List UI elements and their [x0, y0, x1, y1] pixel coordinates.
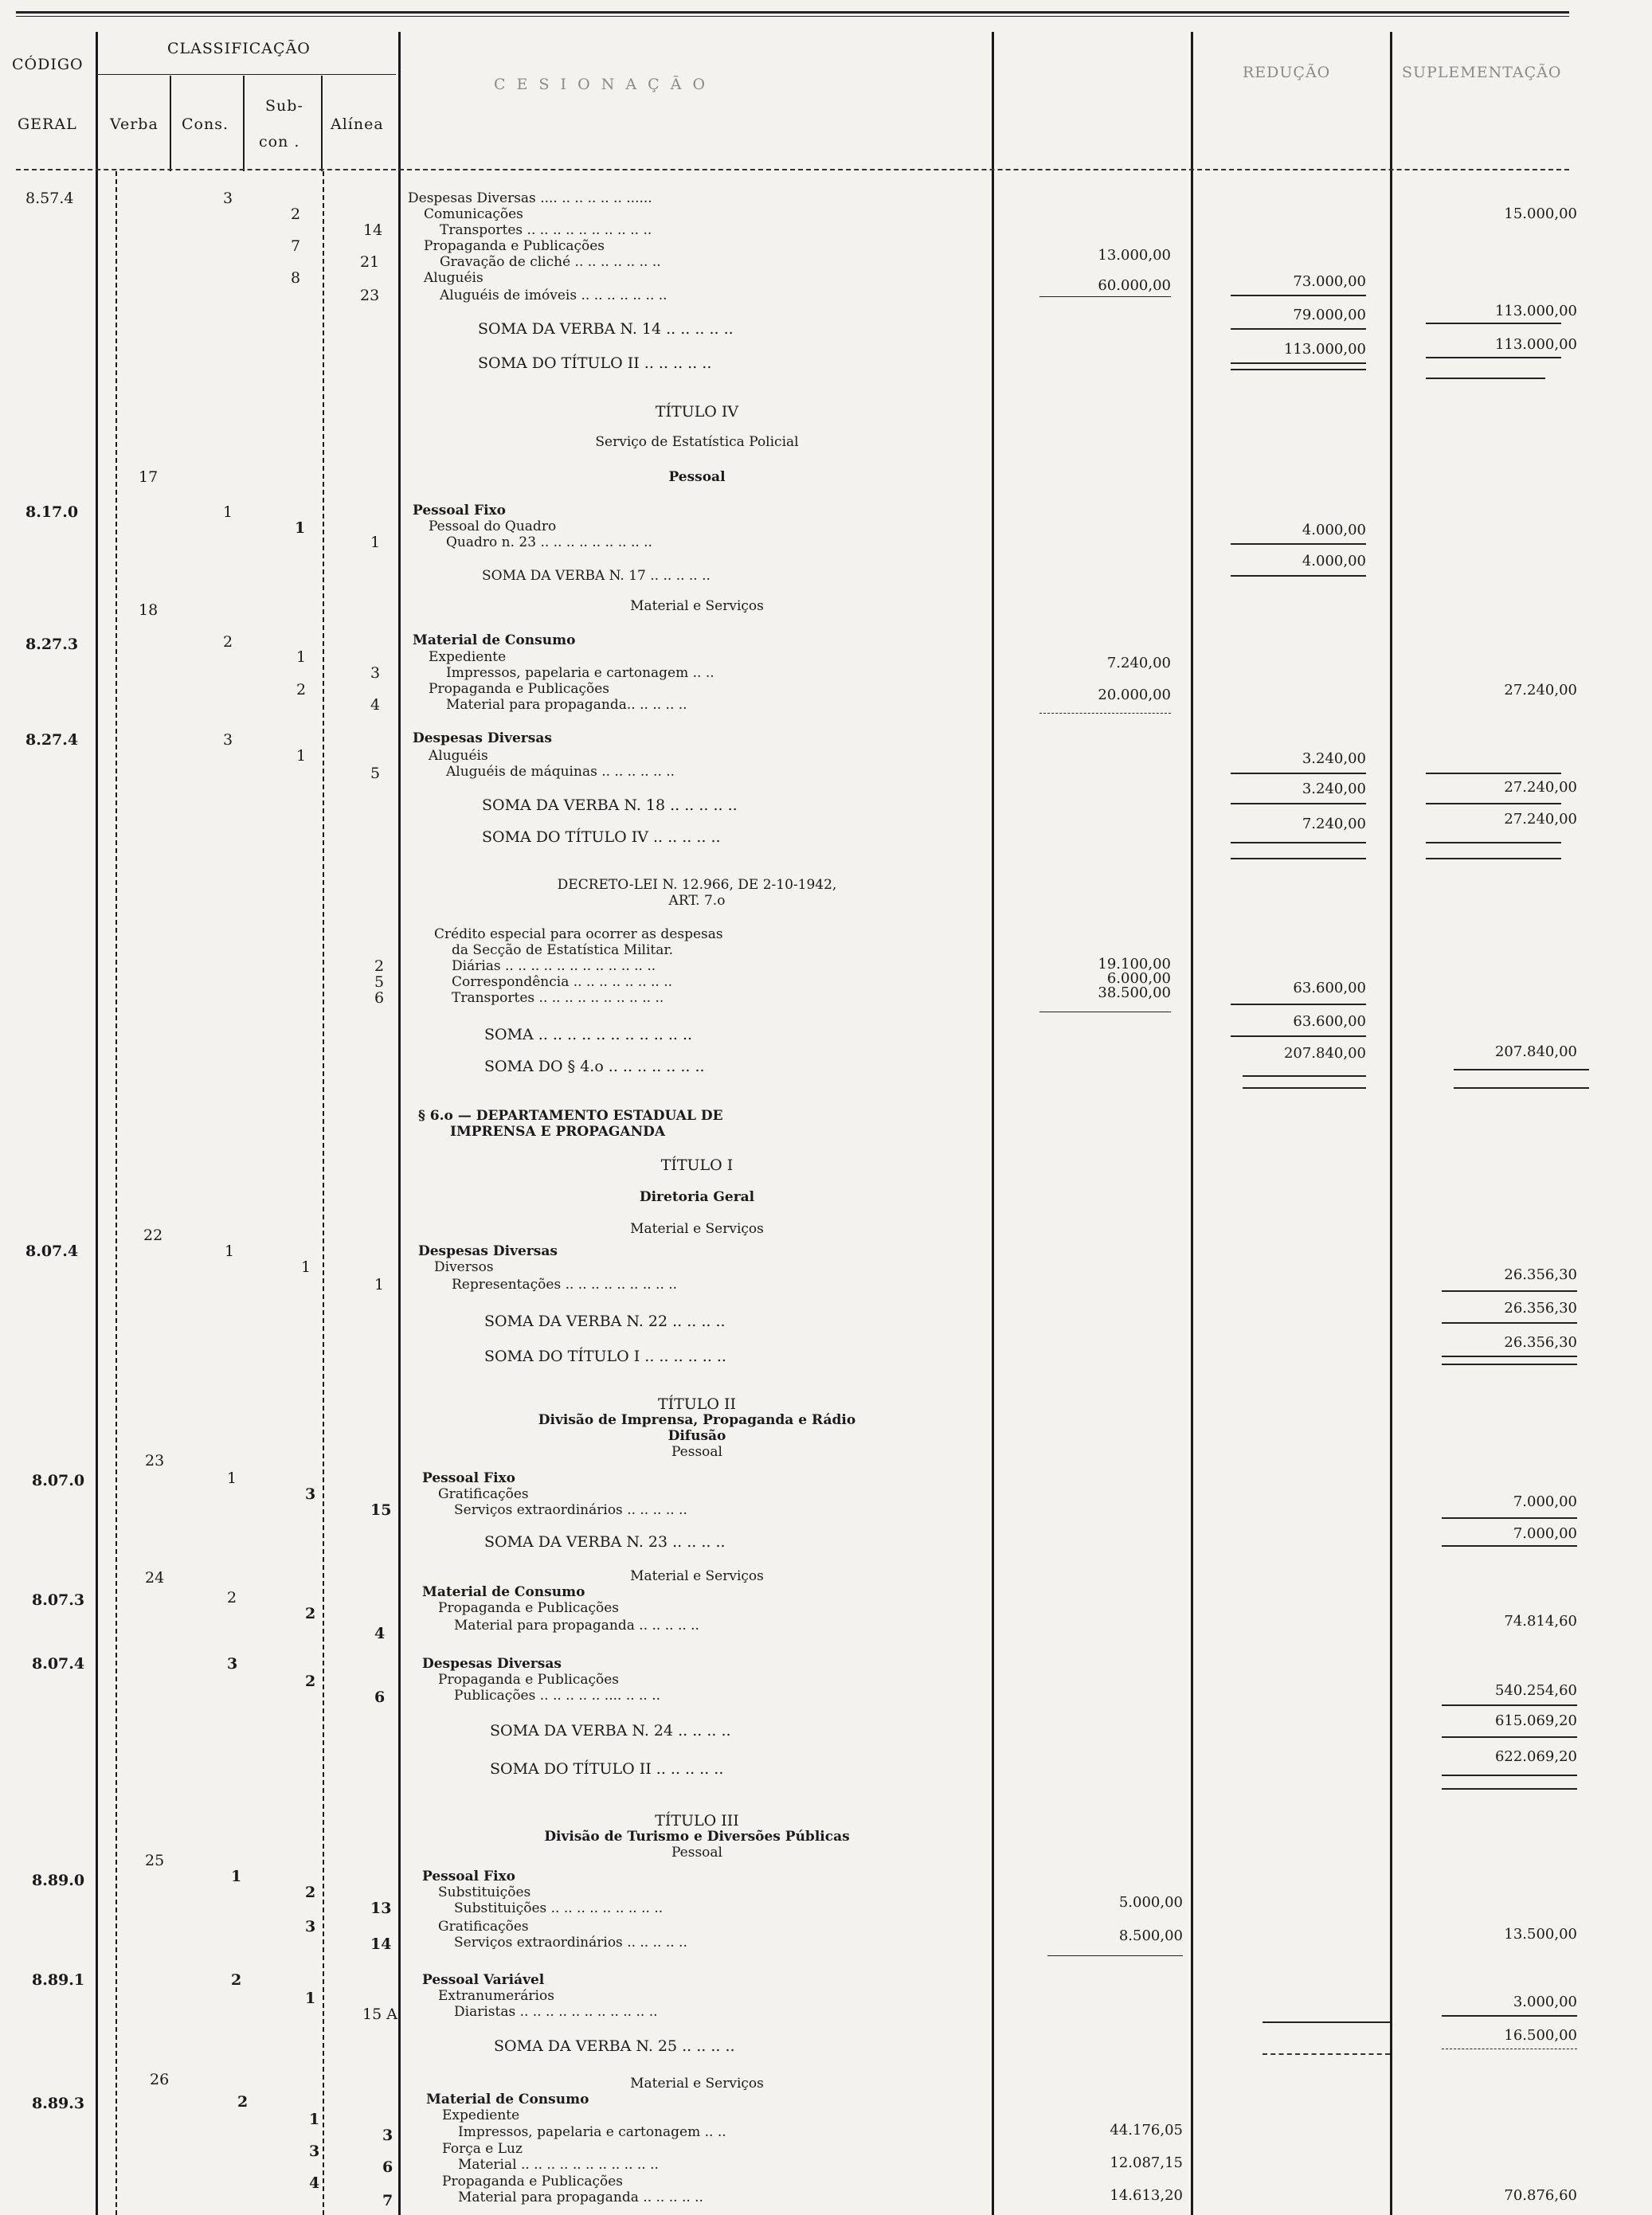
row-alinea: 14: [370, 1935, 392, 1953]
row-desc: Publicações .. .. .. .. .. .... .. .. ..: [454, 1688, 661, 1704]
subtotal-rule: [1231, 543, 1366, 545]
row-reducao: 3.240,00: [1302, 781, 1366, 797]
section-title: TÍTULO I: [660, 1156, 734, 1174]
section-subtitle: Divisão de Imprensa, Propaganda e Rádio: [538, 1412, 856, 1428]
row-desc: Material para propaganda.. .. .. .. ..: [446, 697, 687, 713]
row-sub: 2: [305, 1605, 316, 1622]
col-rule-inner-2: [323, 171, 324, 2215]
row-soma: SOMA DA VERBA N. 24 .. .. .. ..: [490, 1722, 731, 1740]
row-desc: Quadro n. 23 .. .. .. .. .. .. .. .. ..: [446, 534, 652, 550]
row-sub: 1: [296, 747, 307, 765]
row-value-1: 44.176,05: [1110, 2122, 1183, 2139]
subtotal-rule: [1039, 713, 1171, 714]
row-value-1: 20.000,00: [1098, 687, 1171, 703]
row-value-1: 12.087,15: [1110, 2154, 1183, 2171]
row-alinea: 4: [374, 1625, 386, 1642]
col-rule-alinea: [398, 32, 401, 2215]
row-verba: 25: [145, 1852, 165, 1869]
row-alinea: 6: [374, 989, 385, 1007]
top-rule: [16, 11, 1569, 14]
header-geral: GERAL: [18, 115, 77, 133]
row-soma: SOMA DA VERBA N. 18 .. .. .. .. ..: [482, 796, 738, 814]
row-alinea: 23: [360, 287, 380, 304]
header-verba: Verba: [110, 115, 159, 133]
row-suplementacao: 70.876,60: [1504, 2187, 1577, 2204]
row-cons: 1: [231, 1868, 242, 1885]
row-alinea: 1: [370, 534, 381, 551]
row-cons: 1: [225, 1243, 235, 1260]
row-codigo: 8.27.4: [25, 731, 79, 749]
row-cons: 2: [223, 633, 233, 651]
total-rule: [1442, 1788, 1577, 1790]
row-desc: Aluguéis de imóveis .. .. .. .. .. .. ..: [440, 288, 667, 303]
row-sub: 3: [309, 2143, 320, 2160]
section-title: IMPRENSA E PROPAGANDA: [450, 1124, 666, 1140]
subtotal-rule: [1426, 803, 1561, 804]
row-verba: 23: [145, 1452, 165, 1469]
section-title: TÍTULO IV: [655, 403, 739, 421]
row-suplementacao: 3.000,00: [1513, 1994, 1577, 2010]
header-cons: Cons.: [182, 115, 229, 133]
row-codigo: 8.07.3: [32, 1591, 85, 1609]
row-suplementacao: 26.356,30: [1504, 1266, 1577, 1283]
row-cons: 1: [227, 1469, 237, 1487]
subtotal-rule: [1231, 295, 1366, 296]
row-verba: 24: [145, 1569, 165, 1587]
row-alinea: 15 A: [362, 2006, 397, 2023]
row-value-1: 8.500,00: [1118, 1927, 1183, 1944]
row-sub: 2: [291, 205, 301, 223]
row-codigo: 8.07.0: [32, 1472, 85, 1489]
row-reducao: 207.840,00: [1283, 1045, 1366, 1062]
row-codigo: 8.17.0: [25, 503, 79, 521]
row-alinea: 2: [374, 957, 385, 975]
subtotal-rule: [1262, 2021, 1390, 2023]
row-desc: Transportes .. .. .. .. .. .. .. .. .. ..: [452, 990, 664, 1006]
row-soma: SOMA DO TÍTULO II .. .. .. .. ..: [478, 354, 712, 372]
col-rule-cons: [243, 76, 245, 171]
row-codigo: 8.89.3: [32, 2095, 85, 2112]
row-reducao: 3.240,00: [1302, 750, 1366, 767]
row-desc: Material de Consumo: [426, 2092, 589, 2107]
row-cons: 2: [231, 1971, 242, 1989]
row-desc: Propaganda e Publicações: [442, 2174, 624, 2190]
row-suplementacao: 15.000,00: [1504, 205, 1577, 222]
row-alinea: 3: [382, 2127, 393, 2144]
subtotal-rule: [1231, 1035, 1366, 1037]
col-rule-reducao: [1390, 32, 1392, 2215]
col-rule-mid: [1191, 32, 1193, 2215]
row-desc: Propaganda e Publicações: [424, 238, 605, 254]
row-suplementacao: 16.500,00: [1504, 2027, 1577, 2044]
subtotal-rule: [1442, 1322, 1577, 1324]
row-codigo: 8.89.0: [32, 1872, 85, 1889]
subtotal-rule: [1442, 1704, 1577, 1706]
row-suplementacao: 27.240,00: [1504, 811, 1577, 828]
header-discriminacao: C E S I O N A Ç Ã O: [494, 76, 709, 93]
row-alinea: 13: [370, 1900, 392, 1917]
row-desc: Diaristas .. .. .. .. .. .. .. .. .. .. ..: [454, 2004, 658, 2020]
total-rule: [1426, 842, 1561, 843]
row-value-1: 5.000,00: [1118, 1894, 1183, 1911]
total-rule: [1231, 362, 1366, 364]
row-desc: Gravação de cliché .. .. .. .. .. .. ..: [440, 254, 661, 270]
total-rule: [1442, 1364, 1577, 1365]
section-heading: Pessoal: [671, 1845, 722, 1861]
row-value-1: 14.613,20: [1110, 2187, 1183, 2204]
row-reducao: 63.600,00: [1293, 1013, 1366, 1030]
row-alinea: 6: [374, 1689, 386, 1706]
row-alinea: 7: [382, 2192, 393, 2209]
row-soma: SOMA DO TÍTULO I .. .. .. .. .. ..: [484, 1348, 726, 1365]
row-cons: 1: [223, 503, 233, 521]
row-desc: Material para propaganda .. .. .. .. ..: [454, 1618, 699, 1634]
subtotal-rule: [1442, 1545, 1577, 1547]
row-sub: 1: [309, 2111, 320, 2128]
section-title: TÍTULO III: [655, 1812, 739, 1830]
row-codigo: 8.27.3: [25, 636, 79, 653]
row-desc: Pessoal Fixo: [422, 1470, 516, 1486]
total-rule: [1231, 369, 1366, 370]
section-heading: Material e Serviços: [630, 2076, 764, 2092]
row-soma: SOMA DA VERBA N. 25 .. .. .. ..: [494, 2037, 735, 2055]
row-codigo: 8.07.4: [25, 1243, 79, 1260]
subtotal-rule: [1047, 1955, 1183, 1956]
row-suplementacao: 113.000,00: [1494, 303, 1577, 319]
row-sub: 4: [309, 2174, 320, 2192]
row-soma: SOMA .. .. .. .. .. .. .. .. .. .. ..: [484, 1026, 693, 1043]
row-reducao: 4.000,00: [1302, 522, 1366, 538]
header-reducao: REDUÇÃO: [1243, 64, 1331, 81]
section-heading: Diretoria Geral: [639, 1189, 755, 1205]
row-suplementacao: 74.814,60: [1504, 1613, 1577, 1630]
top-rule-2: [16, 16, 1569, 17]
row-alinea: 5: [374, 973, 385, 991]
subtotal-rule: [1262, 2053, 1390, 2055]
subtotal-rule: [1231, 803, 1366, 804]
row-desc: Força e Luz: [442, 2141, 523, 2157]
section-subtitle: Serviço de Estatística Policial: [595, 434, 799, 450]
total-rule: [1426, 858, 1561, 859]
subtotal-rule: [1426, 323, 1561, 324]
total-rule: [1426, 357, 1561, 358]
header-codigo: CÓDIGO: [12, 56, 84, 73]
section-title: TÍTULO II: [657, 1395, 737, 1413]
row-desc: Aluguéis: [429, 748, 488, 764]
subtotal-rule: [1426, 773, 1561, 774]
row-value-1: 19.100,00: [1098, 956, 1171, 972]
col-rule-verba: [170, 76, 171, 171]
section-heading: Material e Serviços: [630, 598, 764, 614]
row-cons: 3: [227, 1655, 238, 1673]
subtotal-rule: [1442, 1517, 1577, 1519]
section-title: DECRETO-LEI N. 12.966, DE 2-10-1942,: [557, 877, 837, 893]
total-rule: [1442, 1775, 1577, 1776]
row-soma: SOMA DO TÍTULO II .. .. .. .. ..: [490, 1760, 724, 1778]
row-value-1: 13.000,00: [1098, 247, 1171, 264]
row-soma: SOMA DO TÍTULO IV .. .. .. .. ..: [482, 828, 721, 846]
row-alinea: 21: [360, 253, 380, 271]
total-rule: [1454, 1069, 1589, 1070]
total-rule: [1231, 858, 1366, 859]
row-desc: Gratificações: [438, 1919, 529, 1935]
row-desc: Transportes .. .. .. .. .. .. .. .. .. ..: [440, 222, 652, 238]
row-suplementacao: 615.069,20: [1494, 1712, 1577, 1729]
row-desc: Substituições .. .. .. .. .. .. .. .. ..: [454, 1900, 664, 1916]
row-desc: Expediente: [442, 2107, 520, 2123]
row-sub: 1: [296, 648, 307, 666]
row-suplementacao: 26.356,30: [1504, 1300, 1577, 1317]
row-value-1: 38.500,00: [1098, 984, 1171, 1001]
row-desc: Serviços extraordinários .. .. .. .. ..: [454, 1502, 687, 1518]
total-rule: [1243, 1075, 1366, 1077]
row-codigo: 8.57.4: [25, 190, 74, 207]
row-alinea: 5: [370, 765, 381, 782]
total-rule: [1442, 1356, 1577, 1357]
row-soma: SOMA DA VERBA N. 23 .. .. .. ..: [484, 1533, 726, 1551]
row-desc: Propaganda e Publicações: [429, 681, 610, 697]
subtotal-rule: [1231, 328, 1366, 330]
section-subtitle: Difusão: [667, 1428, 726, 1444]
col-rule-codigo: [96, 32, 98, 2215]
row-alinea: 1: [374, 1276, 385, 1293]
row-desc: Material de Consumo: [413, 632, 576, 648]
row-desc: Propaganda e Publicações: [438, 1672, 620, 1688]
row-sub: 1: [301, 1258, 311, 1276]
section-heading: Pessoal: [671, 1444, 722, 1460]
row-desc: Despesas Diversas: [413, 730, 552, 746]
row-cons: 3: [223, 190, 233, 207]
row-codigo: 8.89.1: [32, 1971, 85, 1989]
row-desc: Pessoal Fixo: [422, 1869, 516, 1884]
header-alinea: Alínea: [331, 115, 384, 133]
subtotal-rule: [1231, 1004, 1366, 1005]
row-sub: 7: [291, 237, 301, 255]
row-suplementacao: 540.254,60: [1494, 1682, 1577, 1699]
row-suplementacao: 27.240,00: [1504, 682, 1577, 699]
header-subcon-2: con .: [259, 133, 300, 151]
row-soma: SOMA DA VERBA N. 22 .. .. .. ..: [484, 1313, 726, 1330]
row-desc: Correspondência .. .. .. .. .. .. .. ..: [452, 974, 673, 990]
row-desc: Expediente: [429, 649, 507, 665]
col-rule-sub: [321, 76, 323, 171]
header-suplementacao: SUPLEMENTAÇÃO: [1402, 64, 1562, 81]
row-sub: 2: [305, 1673, 316, 1690]
row-desc: Diversos: [434, 1259, 494, 1275]
row-suplementacao: 27.240,00: [1504, 779, 1577, 796]
row-desc: Impressos, papelaria e cartonagem .. ..: [446, 665, 714, 681]
row-suplementacao: 7.000,00: [1513, 1493, 1577, 1510]
row-verba: 26: [150, 2071, 170, 2088]
total-rule: [1231, 842, 1366, 843]
row-desc: Representações .. .. .. .. .. .. .. .. ..: [452, 1277, 678, 1293]
section-heading: Material e Serviços: [630, 1221, 764, 1237]
subtotal-rule: [1039, 296, 1171, 297]
row-desc: Extranumerários: [438, 1988, 554, 2004]
total-rule: [1231, 575, 1366, 577]
col-rule-inner-1: [115, 171, 117, 2215]
row-sub: 8: [291, 269, 301, 287]
row-sub: 2: [296, 681, 307, 699]
row-cons: 2: [227, 1589, 237, 1606]
subtotal-rule: [1231, 773, 1366, 774]
row-cons: 2: [237, 2093, 249, 2111]
row-value-1: 60.000,00: [1098, 277, 1171, 294]
section-heading: Pessoal: [668, 469, 726, 485]
section-title: § 6.o — DEPARTAMENTO ESTADUAL DE: [418, 1108, 723, 1124]
total-rule: [1454, 1087, 1589, 1089]
row-verba: 17: [139, 468, 159, 486]
row-reducao: 4.000,00: [1302, 553, 1366, 569]
row-desc: Pessoal Variável: [422, 1972, 545, 1988]
row-alinea: 4: [370, 696, 381, 714]
total-rule: [1426, 378, 1545, 379]
row-sub: 3: [305, 1918, 316, 1935]
row-value-1: 6.000,00: [1106, 970, 1171, 987]
row-desc: Gratificações: [438, 1486, 529, 1502]
col-rule-desc: [992, 32, 994, 2215]
row-desc: Crédito especial para ocorrer as despesas: [434, 926, 723, 942]
row-desc: Material .. .. .. .. .. .. .. .. .. .. ..: [458, 2157, 659, 2173]
row-sub: 1: [295, 519, 306, 537]
section-title: ART. 7.o: [668, 893, 726, 909]
row-alinea: 6: [382, 2158, 393, 2176]
row-desc: Material de Consumo: [422, 1584, 585, 1600]
row-reducao: 79.000,00: [1293, 307, 1366, 323]
row-desc: Aluguéis: [424, 270, 483, 286]
total-rule: [1243, 1087, 1366, 1089]
header-subcon-1: Sub-: [265, 97, 303, 115]
row-desc: Aluguéis de máquinas .. .. .. .. .. ..: [446, 764, 675, 780]
row-suplementacao: 622.069,20: [1494, 1748, 1577, 1765]
row-sub: 2: [305, 1884, 316, 1901]
row-alinea: 15: [370, 1501, 392, 1519]
row-desc: Pessoal do Quadro: [429, 519, 557, 534]
row-suplementacao: 113.000,00: [1494, 336, 1577, 353]
header-class-rule: [97, 74, 396, 75]
header-bottom-rule: [16, 169, 1569, 170]
row-soma: SOMA DA VERBA N. 17 .. .. .. .. ..: [482, 568, 711, 584]
row-desc: Impressos, papelaria e cartonagem .. ..: [458, 2124, 726, 2140]
row-suplementacao: 26.356,30: [1504, 1334, 1577, 1351]
row-desc: Serviços extraordinários .. .. .. .. ..: [454, 1935, 687, 1951]
header-classificacao: CLASSIFICAÇÃO: [167, 40, 311, 57]
row-desc: Comunicações: [424, 206, 523, 222]
subtotal-rule: [1442, 2015, 1577, 2017]
section-subtitle: Divisão de Turismo e Diversões Públicas: [544, 1829, 850, 1845]
row-verba: 22: [143, 1227, 163, 1244]
row-soma: SOMA DA VERBA N. 14 .. .. .. .. ..: [478, 320, 734, 338]
row-desc: Despesas Diversas: [418, 1243, 558, 1259]
section-heading: Material e Serviços: [630, 1568, 764, 1584]
row-desc: Substituições: [438, 1884, 531, 1900]
row-reducao: 113.000,00: [1283, 341, 1366, 358]
subtotal-rule: [1442, 1736, 1577, 1738]
row-sub: 1: [305, 1990, 316, 2007]
row-desc: Material para propaganda .. .. .. .. ..: [458, 2190, 703, 2205]
row-reducao: 63.600,00: [1293, 980, 1366, 996]
row-codigo: 8.07.4: [32, 1655, 85, 1673]
subtotal-rule: [1442, 1290, 1577, 1292]
row-desc: da Secção de Estatística Militar.: [452, 942, 674, 958]
row-reducao: 73.000,00: [1293, 273, 1366, 290]
row-soma: SOMA DO § 4.o .. .. .. .. .. .. ..: [484, 1058, 705, 1075]
row-desc: Propaganda e Publicações: [438, 1600, 620, 1616]
row-suplementacao: 7.000,00: [1513, 1525, 1577, 1542]
row-suplementacao: 13.500,00: [1504, 1926, 1577, 1943]
row-value-1: 7.240,00: [1106, 655, 1171, 671]
row-reducao: 7.240,00: [1302, 816, 1366, 832]
row-desc: Despesas Diversas: [422, 1656, 562, 1672]
row-verba: 18: [139, 601, 159, 619]
row-desc: Diárias .. .. .. .. .. .. .. .. .. .. .. ..: [452, 958, 656, 974]
row-sub: 3: [305, 1485, 316, 1503]
row-suplementacao: 207.840,00: [1494, 1043, 1577, 1060]
row-alinea: 14: [363, 221, 383, 239]
row-desc: Despesas Diversas .... .. .. .. .. .. ......: [408, 190, 652, 206]
row-desc: Pessoal Fixo: [413, 503, 507, 519]
row-cons: 3: [223, 731, 233, 749]
row-alinea: 3: [370, 664, 381, 682]
